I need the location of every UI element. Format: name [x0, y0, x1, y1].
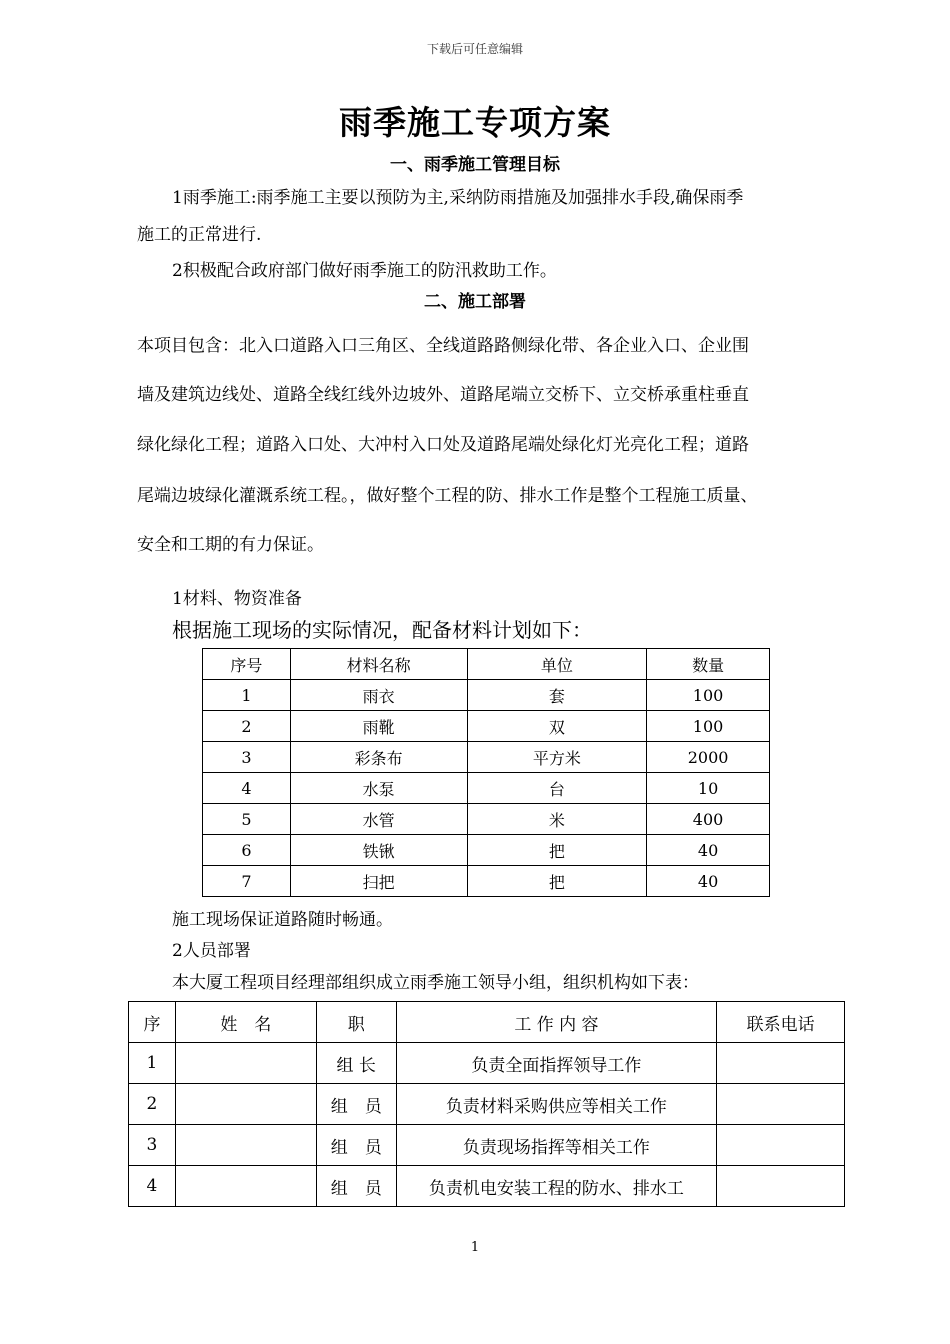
table-cell: 400 — [647, 804, 770, 835]
table-cell: 1 — [129, 1043, 176, 1084]
table-header-cell: 数量 — [647, 649, 770, 680]
table-cell: 6 — [203, 835, 291, 866]
table-cell: 台 — [467, 773, 647, 804]
document-title: 雨季施工专项方案 — [339, 103, 611, 142]
table-row — [129, 1125, 845, 1166]
table-cell — [175, 1125, 316, 1166]
paragraph-goal-1-line1: 1雨季施工:雨季施工主要以预防为主,采纳防雨措施及加强排水手段,确保雨季 — [172, 188, 744, 208]
table-cell: 套 — [467, 680, 647, 711]
intro-line: 本项目包含：北入口道路入口三角区、全线道路路侧绿化带、各企业入口、企业围 — [137, 336, 749, 356]
table-cell — [717, 1043, 845, 1084]
table-row — [129, 1166, 845, 1207]
table-cell: 1 — [203, 680, 291, 711]
table-row — [129, 1084, 845, 1125]
table-cell: 把 — [467, 835, 647, 866]
table-cell: 3 — [203, 742, 291, 773]
table-cell: 水泵 — [290, 773, 467, 804]
staff-table — [128, 1001, 845, 1207]
table-cell — [717, 1166, 845, 1207]
table-header-cell: 材料名称 — [290, 649, 467, 680]
table-cell: 把 — [467, 866, 647, 897]
header-note: 下载后可任意编辑 — [426, 42, 523, 56]
table-header-cell: 单位 — [467, 649, 647, 680]
table-cell: 负责全面指挥领导工作 — [396, 1043, 717, 1084]
table-row — [203, 773, 770, 804]
table-cell: 负责材料采购供应等相关工作 — [396, 1084, 717, 1125]
road-note: 施工现场保证道路随时畅通。 — [172, 910, 393, 930]
table-cell — [717, 1084, 845, 1125]
intro-line: 安全和工期的有力保证。 — [137, 535, 324, 555]
table-row — [203, 742, 770, 773]
table-cell: 双 — [467, 711, 647, 742]
table-cell: 彩条布 — [290, 742, 467, 773]
table-cell: 4 — [129, 1166, 176, 1207]
table-cell: 铁锹 — [290, 835, 467, 866]
table-header-cell: 职 — [316, 1002, 396, 1043]
table-header-cell: 序号 — [203, 649, 291, 680]
table-cell: 100 — [647, 711, 770, 742]
table-header-cell: 姓 名 — [175, 1002, 316, 1043]
table-cell — [175, 1084, 316, 1125]
table-header-cell: 联系电话 — [717, 1002, 845, 1043]
table-cell: 组 员 — [316, 1084, 396, 1125]
table-cell: 7 — [203, 866, 291, 897]
table-cell: 组 长 — [316, 1043, 396, 1084]
intro-line: 墙及建筑边线处、道路全线红线外边坡外、道路尾端立交桥下、立交桥承重柱垂直 — [137, 385, 749, 405]
table-cell: 100 — [647, 680, 770, 711]
materials-heading: 1材料、物资准备 — [172, 589, 302, 609]
table-row — [203, 680, 770, 711]
table-cell: 组 员 — [316, 1125, 396, 1166]
table-cell: 10 — [647, 773, 770, 804]
table-row — [203, 835, 770, 866]
table-header-cell: 序 — [129, 1002, 176, 1043]
table-row — [203, 866, 770, 897]
page-number: 1 — [470, 1240, 480, 1255]
table-cell — [175, 1043, 316, 1084]
table-cell: 水管 — [290, 804, 467, 835]
table-header-row — [203, 649, 770, 680]
table-cell — [175, 1166, 316, 1207]
table-cell: 40 — [647, 835, 770, 866]
table-cell: 负责现场指挥等相关工作 — [396, 1125, 717, 1166]
section-heading-deployment: 二、施工部署 — [424, 292, 526, 312]
table-cell: 5 — [203, 804, 291, 835]
staff-heading: 2人员部署 — [172, 941, 251, 961]
table-header-row — [129, 1002, 845, 1043]
table-row — [203, 711, 770, 742]
table-cell: 4 — [203, 773, 291, 804]
section-heading-goals: 一、雨季施工管理目标 — [390, 155, 560, 175]
table-cell: 2 — [203, 711, 291, 742]
table-cell: 2 — [129, 1084, 176, 1125]
intro-line: 尾端边坡绿化灌溉系统工程。，做好整个工程的防、排水工作是整个工程施工质量、 — [137, 486, 758, 506]
paragraph-goal-2: 2积极配合政府部门做好雨季施工的防汛救助工作。 — [172, 261, 557, 281]
table-cell: 组 员 — [316, 1166, 396, 1207]
materials-table — [202, 648, 770, 897]
materials-intro: 根据施工现场的实际情况，配备材料计划如下： — [172, 618, 592, 642]
table-cell: 2000 — [647, 742, 770, 773]
intro-line: 绿化绿化工程；道路入口处、大冲村入口处及道路尾端处绿化灯光亮化工程；道路 — [137, 435, 749, 455]
table-cell: 3 — [129, 1125, 176, 1166]
table-cell: 扫把 — [290, 866, 467, 897]
table-cell: 平方米 — [467, 742, 647, 773]
staff-intro: 本大厦工程项目经理部组织成立雨季施工领导小组，组织机构如下表： — [172, 973, 699, 993]
table-cell: 雨靴 — [290, 711, 467, 742]
table-cell: 40 — [647, 866, 770, 897]
table-row — [129, 1043, 845, 1084]
table-cell: 负责机电安装工程的防水、排水工 — [396, 1166, 717, 1207]
table-row — [203, 804, 770, 835]
table-cell — [717, 1125, 845, 1166]
table-cell: 雨衣 — [290, 680, 467, 711]
paragraph-goal-1-line2: 施工的正常进行. — [137, 225, 262, 245]
table-cell: 米 — [467, 804, 647, 835]
table-header-cell: 工 作 内 容 — [396, 1002, 717, 1043]
